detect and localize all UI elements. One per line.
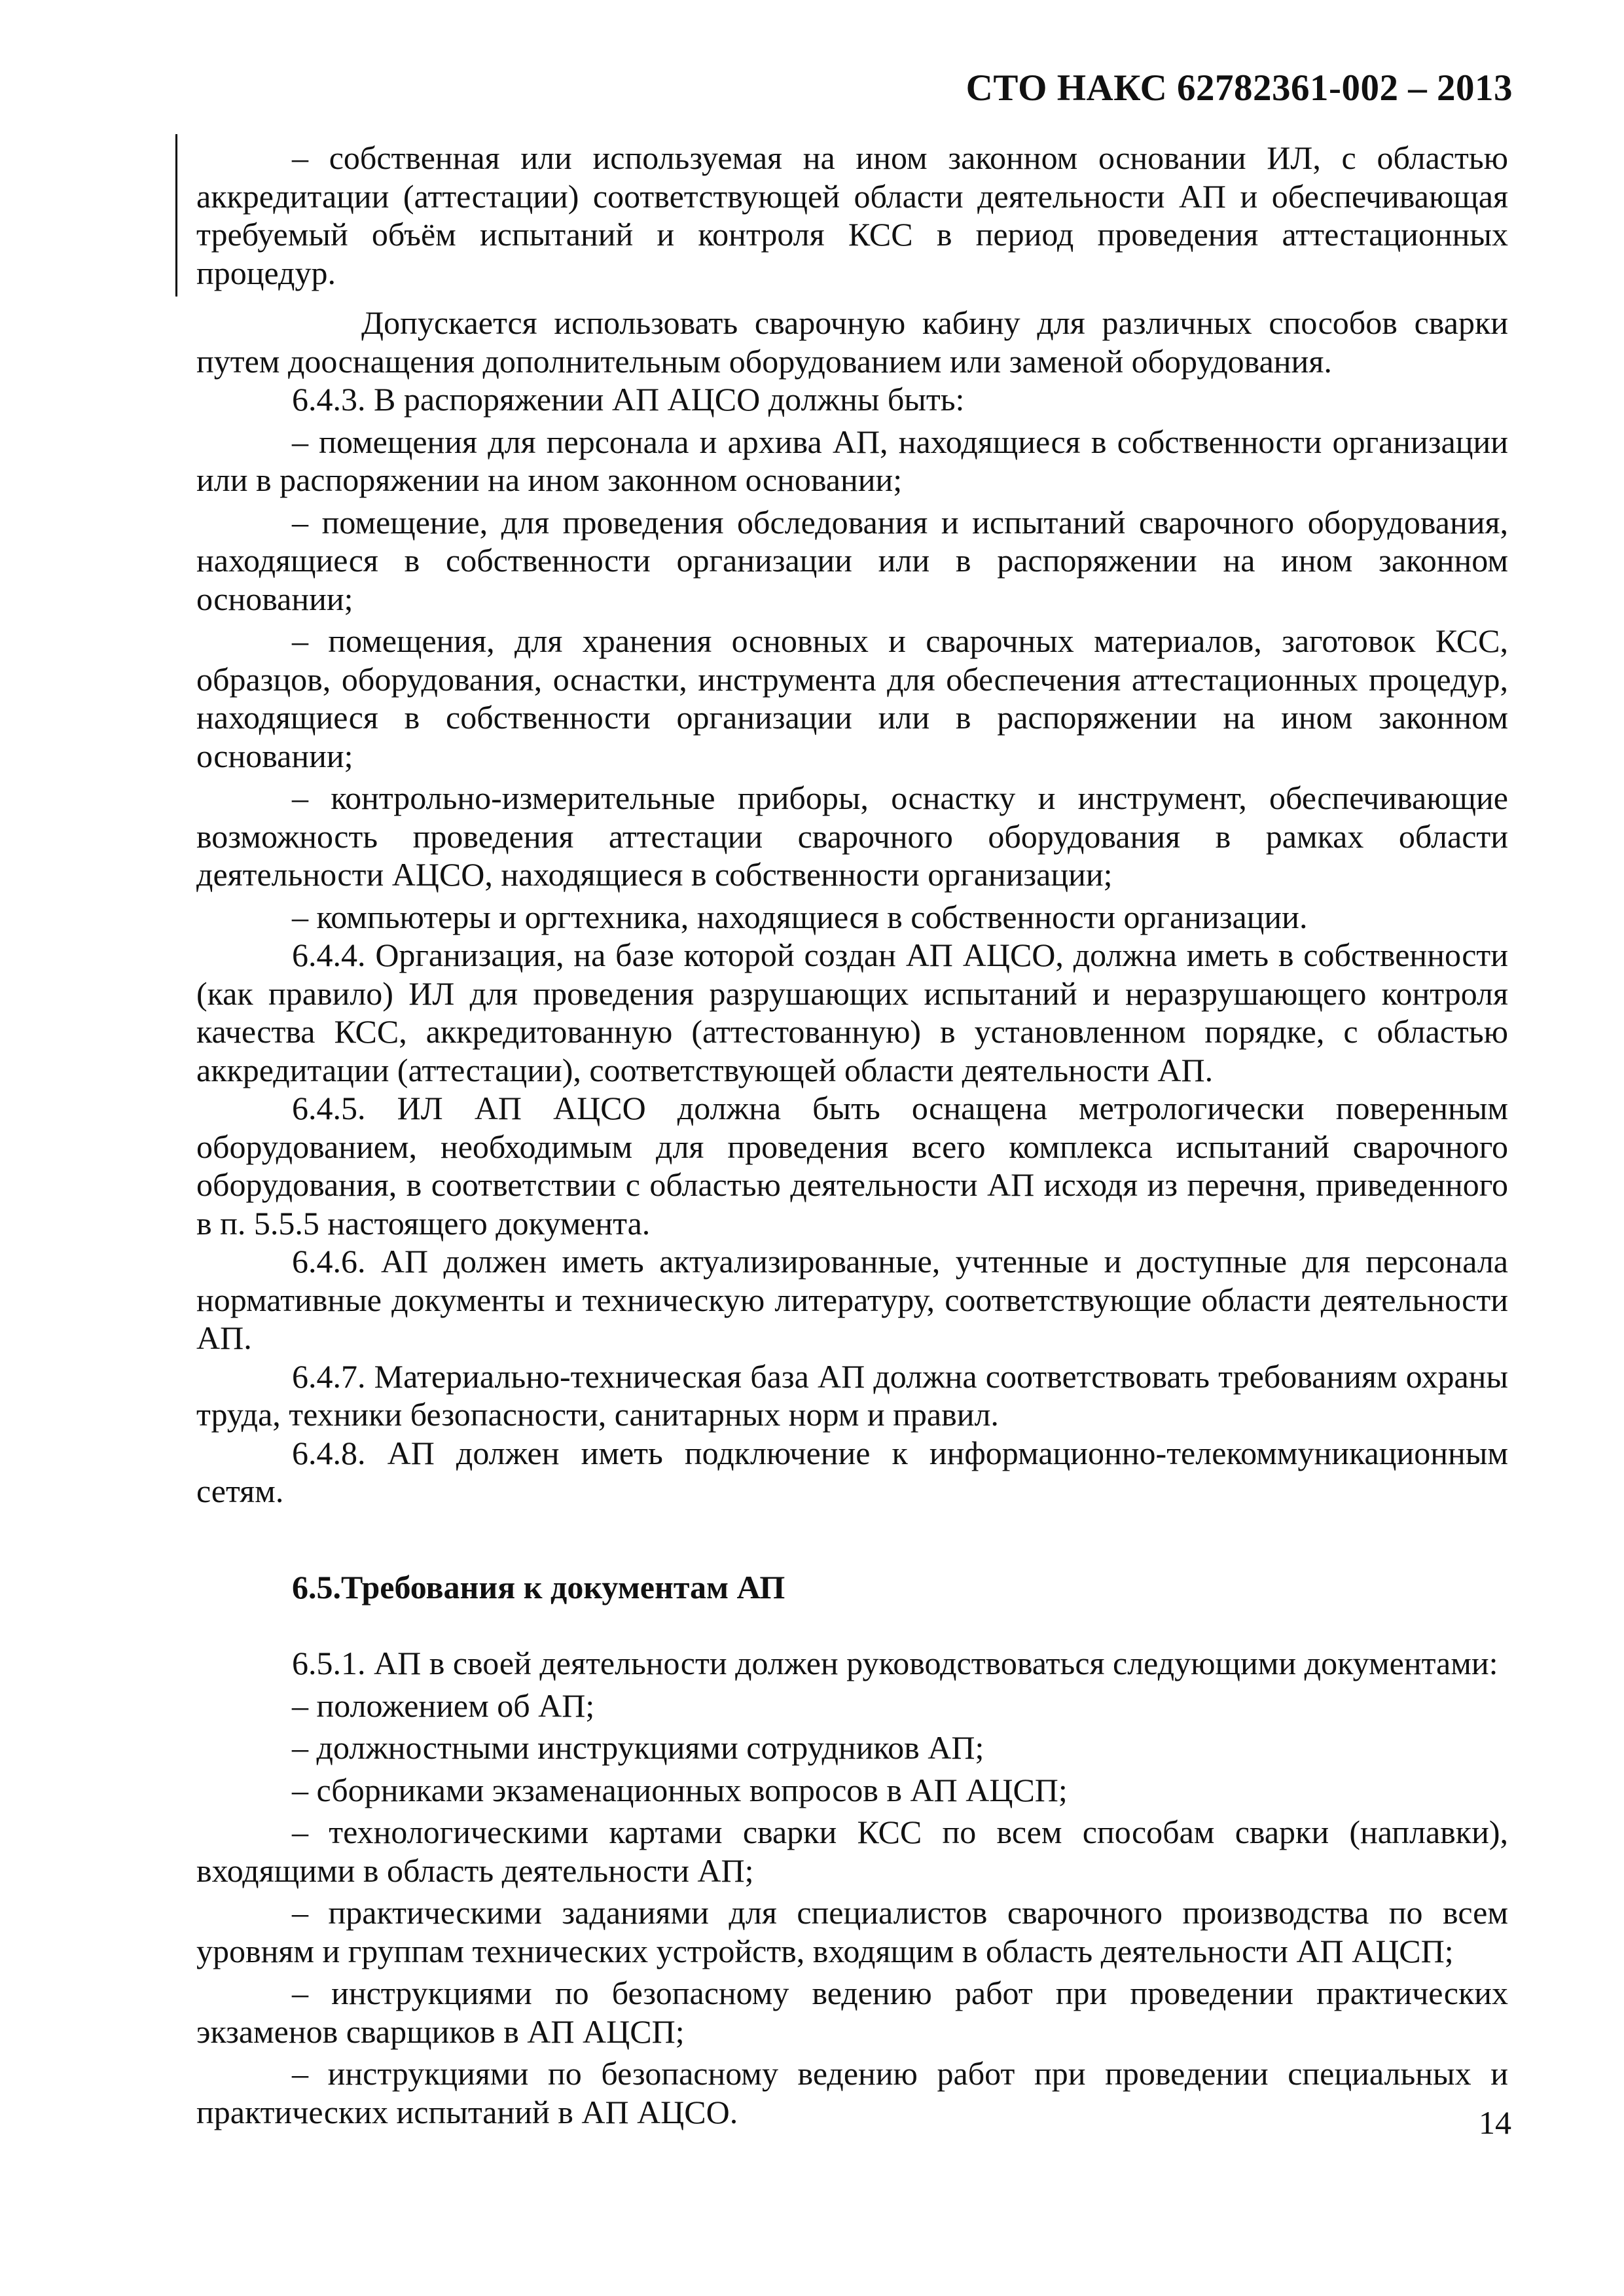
- paragraph: – компьютеры и оргтехника, находящиеся в собственности организации.: [292, 898, 1308, 935]
- paragraph: – помещения для персонала и архива АП, находящиеся в собственности организации или в распоряжении на ином законном основании;: [196, 423, 1508, 498]
- revision-bar: [175, 134, 177, 296]
- paragraph: – должностными инструкциями сотрудников АП;: [292, 1729, 984, 1766]
- paragraph: – инструкциями по безопасному ведению работ при проведении практических экзаменов сварщиков в АП АЦСП;: [196, 1975, 1508, 2050]
- paragraph: – практическими заданиями для специалистов сварочного производства по всем уровням и группам технических устройств, входящим в область деятельности АП АЦСП;: [196, 1894, 1508, 1969]
- paragraph: – помещения, для хранения основных и сварочных материалов, заготовок КСС, образцов, оборудования, оснастки, инструмента для обеспечения аттестационных процедур, находящиеся в собственности организации или в распоряжении на ином законном основании;: [196, 622, 1508, 774]
- paragraph: 6.4.8. АП должен иметь подключение к информационно-телекоммуникационным сетям.: [196, 1434, 1508, 1509]
- paragraph: 6.5.1. АП в своей деятельности должен руководствоваться следующими документами:: [292, 1645, 1498, 1681]
- paragraph: – контрольно-измерительные приборы, оснастку и инструмент, обеспечивающие возможность проведения аттестации сварочного оборудования в рамках области деятельности АЦСО, находящиеся в собственности организации;: [196, 780, 1508, 893]
- paragraph: 6.4.4. Организация, на базе которой создан АП АЦСО, должна иметь в собственности (как правило) ИЛ для проведения разрушающих испытаний и неразрушающего контроля качества КСС, аккредитованную (аттестованную) в установленном порядке, с областью аккредитации (аттестации), соответствующей области деятельности АП.: [196, 937, 1508, 1088]
- paragraph: – собственная или используемая на ином законном основании ИЛ, с областью аккредитации (аттестации) соответствующей области деятельности АП и обеспечивающая требуемый объём испытаний и контроля КСС в период проведения аттестационных процедур.: [196, 139, 1508, 291]
- paragraph: – технологическими картами сварки КСС по всем способам сварки (наплавки), входящими в область деятельности АП;: [196, 1814, 1508, 1889]
- paragraph: 6.4.7. Материально-техническая база АП должна соответствовать требованиям охраны труда, техники безопасности, санитарных норм и правил.: [196, 1357, 1508, 1433]
- page-number: 14: [1479, 2104, 1511, 2141]
- paragraph: 6.4.6. АП должен иметь актуализированные, учтенные и доступные для персонала нормативные документы и техническую литературу, соответствующие области деятельности АП.: [196, 1243, 1508, 1356]
- paragraph: Допускается использовать сварочную кабину для различных способов сварки путем дооснащения дополнительным оборудованием или заменой оборудования.: [196, 304, 1508, 380]
- paragraph: 6.4.5. ИЛ АП АЦСО должна быть оснащена метрологически поверенным оборудованием, необходимым для проведения всего комплекса испытаний сварочного оборудования, в соответствии с областью деятельности АП исходя из перечня, приведенного в п. 5.5.5 настоящего документа.: [196, 1090, 1508, 1242]
- paragraph: – сборниками экзаменационных вопросов в АП АЦСП;: [292, 1771, 1068, 1808]
- paragraph: – помещение, для проведения обследования и испытаний сварочного оборудования, находящиеся в собственности организации или в распоряжении на ином законном основании;: [196, 503, 1508, 617]
- paragraph: – положением об АП;: [292, 1687, 595, 1724]
- section-title: 6.5.Требования к документам АП: [292, 1568, 785, 1605]
- document-header: СТО НАКС 62782361-002 – 2013: [965, 67, 1513, 109]
- paragraph: 6.4.3. В распоряжении АП АЦСО должны быть:: [292, 381, 965, 418]
- paragraph: – инструкциями по безопасному ведению работ при проведении специальных и практических испытаний в АП АЦСО.: [196, 2055, 1508, 2130]
- document-body: [196, 139, 1508, 2131]
